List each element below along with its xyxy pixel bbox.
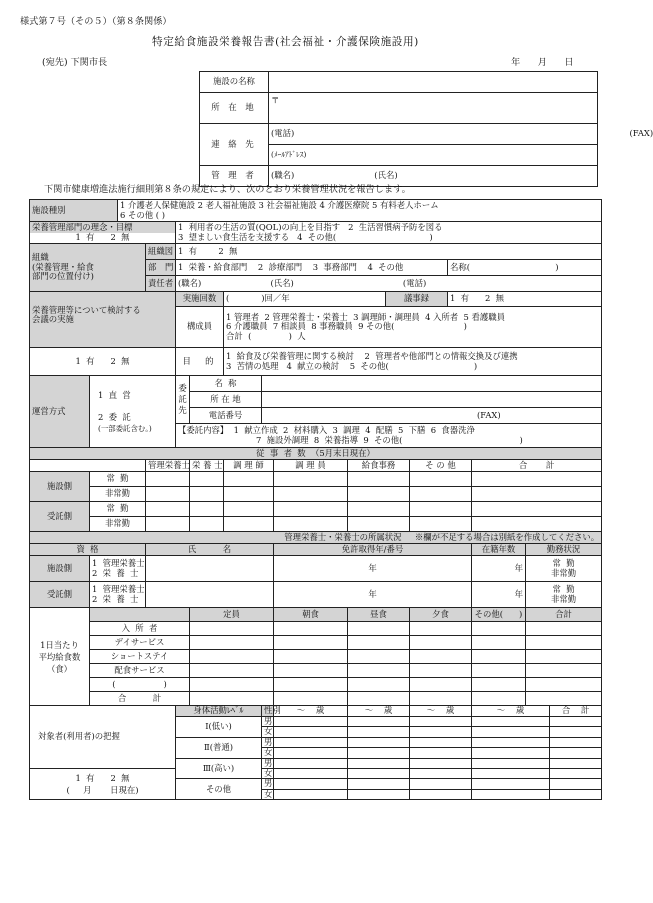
staff-kind: 非常勤 <box>90 517 146 532</box>
intro-text: 下関市健康増進法施行細則第８条の規定により、次のとおり栄養管理状況を報告します。 <box>44 184 411 195</box>
meals-label: 1日当たり 平均給食数 （食） <box>30 608 90 706</box>
organization-label: 組織 (栄養管理・給食 部門の位置付け) <box>30 244 146 292</box>
philosophy-yes-no[interactable]: 1 有 2 無 <box>30 233 176 244</box>
dietitian-qualification-options[interactable]: 1 管理栄養士 2 栄 養 士 <box>90 582 146 608</box>
meals-header-total: 合計 <box>526 608 602 622</box>
dietitian-name-field[interactable] <box>146 582 274 608</box>
meals-cell[interactable] <box>190 636 274 650</box>
subjects-header-age: ～ 歳 <box>472 706 550 717</box>
subjects-cell[interactable] <box>472 769 550 779</box>
subjects-cell[interactable] <box>550 717 602 727</box>
dietitian-years-field[interactable]: 年 <box>472 582 526 608</box>
staff-cell[interactable] <box>348 502 410 517</box>
staff-cell[interactable] <box>410 517 472 532</box>
subjects-cell[interactable] <box>274 789 348 799</box>
meals-cell[interactable] <box>410 664 472 678</box>
subjects-cell[interactable] <box>274 748 348 758</box>
level-low: Ⅰ(低い) <box>176 717 262 738</box>
subjects-cell[interactable] <box>472 779 550 789</box>
staff-header-cook: 調 理 員 <box>274 460 348 472</box>
facility-name-field[interactable] <box>269 72 598 93</box>
level-normal: Ⅱ(普通) <box>176 737 262 758</box>
responsible-field[interactable]: (職名) (氏名) (電話) <box>176 276 602 292</box>
meals-cell[interactable] <box>190 664 274 678</box>
staff-header-nutritionist: 栄 養 士 <box>190 460 224 472</box>
subjects-cell[interactable] <box>348 737 410 747</box>
responsible-label: 責任者 <box>146 276 176 292</box>
staff-cell[interactable] <box>348 487 410 502</box>
addressee: (宛先) 下関市長 <box>42 57 108 68</box>
meals-header-other: その他( ) <box>472 608 526 622</box>
philosophy-options[interactable]: 1 利用者の生活の質(QOL)の向上を目指す 2 生活習慣病予防を図る 3 望ましい食生活を支援する 4 その他( ) <box>176 222 602 244</box>
dietitian-group-contractor: 受託側 <box>30 582 90 608</box>
staff-kind: 常 勤 <box>90 502 146 517</box>
entrust-name-field[interactable] <box>262 376 602 392</box>
sex-female: 女 <box>262 748 274 758</box>
subjects-cell[interactable] <box>348 717 410 727</box>
facility-type-options[interactable]: 1 介護老人保健施設 2 老人福祉施設 3 社会福祉施設 4 介護医療院 5 有料老人ホーム 6 その他 ( ) <box>118 200 602 222</box>
meals-cell[interactable] <box>348 636 410 650</box>
subjects-cell[interactable] <box>472 748 550 758</box>
meals-header-blank <box>90 608 190 622</box>
subjects-cell[interactable] <box>550 727 602 737</box>
entrust-phone-label: 電話番号 <box>190 408 262 424</box>
subjects-cell[interactable] <box>472 737 550 747</box>
department-name-field[interactable]: 名称( ) <box>448 260 602 276</box>
meals-cell[interactable] <box>526 678 602 692</box>
form-title: 特定給食施設栄養報告書(社会福祉・介護保険施設用) <box>152 36 419 48</box>
entrust-address-field[interactable] <box>262 392 602 408</box>
meals-cell[interactable] <box>472 692 526 706</box>
meals-cell[interactable] <box>472 636 526 650</box>
meals-cell[interactable] <box>410 622 472 636</box>
subjects-cell[interactable] <box>550 789 602 799</box>
meals-row-total: 合 計 <box>90 692 190 706</box>
meals-cell[interactable] <box>190 692 274 706</box>
meals-cell[interactable] <box>348 678 410 692</box>
contact-label: 連 絡 先 <box>200 124 269 166</box>
dietitian-header-status: 勤務状況 <box>526 544 602 556</box>
meeting-count-label: 実施回数 <box>176 292 224 307</box>
dietitian-status-title: 管理栄養士・栄養士の所属状況 ※欄が不足する場合は別紙を作成してください。 <box>30 532 602 544</box>
staff-kind: 非常勤 <box>90 487 146 502</box>
meals-cell[interactable] <box>526 622 602 636</box>
meals-cell[interactable] <box>348 692 410 706</box>
subjects-cell[interactable] <box>410 727 472 737</box>
staff-cell[interactable] <box>274 472 348 487</box>
staff-cell[interactable] <box>224 487 274 502</box>
subjects-cell[interactable] <box>348 789 410 799</box>
meals-cell[interactable] <box>190 622 274 636</box>
staff-cell[interactable] <box>410 487 472 502</box>
staff-cell[interactable] <box>274 502 348 517</box>
staff-cell[interactable] <box>190 502 224 517</box>
dietitian-qualification-options[interactable]: 1 管理栄養士 2 栄 養 士 <box>90 556 146 582</box>
dietitian-group-facility: 施設側 <box>30 556 90 582</box>
subjects-cell[interactable] <box>410 789 472 799</box>
meals-cell[interactable] <box>274 650 348 664</box>
subjects-cell[interactable] <box>550 737 602 747</box>
staff-cell[interactable] <box>348 517 410 532</box>
meals-row-day-service: デイサービス <box>90 636 190 650</box>
sex-female: 女 <box>262 727 274 737</box>
subjects-cell[interactable] <box>550 758 602 768</box>
dietitian-license-field[interactable]: 年 <box>274 582 472 608</box>
staff-cell[interactable] <box>146 472 190 487</box>
subjects-cell[interactable] <box>472 789 550 799</box>
subjects-cell[interactable] <box>550 748 602 758</box>
dietitian-license-field[interactable]: 年 <box>274 556 472 582</box>
subjects-cell[interactable] <box>410 737 472 747</box>
staff-group-facility: 施設側 <box>30 472 90 502</box>
level-high: Ⅲ(高い) <box>176 758 262 779</box>
meals-cell[interactable] <box>472 678 526 692</box>
meals-cell[interactable] <box>526 692 602 706</box>
meals-row-short-stay: ショートステイ <box>90 650 190 664</box>
meals-cell[interactable] <box>472 650 526 664</box>
staff-cell[interactable] <box>224 517 274 532</box>
subjects-cell[interactable] <box>472 717 550 727</box>
department-label: 部 門 <box>146 260 176 276</box>
facility-info-table <box>199 71 653 187</box>
subjects-cell[interactable] <box>550 769 602 779</box>
meals-cell[interactable] <box>526 650 602 664</box>
dietitian-header-years: 在籍年数 <box>472 544 526 556</box>
purpose-label: 目 的 <box>176 348 224 376</box>
staff-cell[interactable] <box>472 472 602 487</box>
meals-cell[interactable] <box>410 636 472 650</box>
facility-name-label: 施設の名称 <box>200 72 269 93</box>
subjects-header-age: ～ 歳 <box>348 706 410 717</box>
sex-male: 男 <box>262 737 274 747</box>
phone-fax-field[interactable]: (電話) (FAX) <box>269 124 598 145</box>
report-date: 年 月 日 <box>511 57 574 68</box>
subjects-cell[interactable] <box>410 758 472 768</box>
staff-cell[interactable] <box>146 487 190 502</box>
meals-header-capacity: 定員 <box>190 608 274 622</box>
meals-header-breakfast: 朝食 <box>274 608 348 622</box>
staff-cell[interactable] <box>190 487 224 502</box>
dietitian-header-license: 免許取得年/番号 <box>274 544 472 556</box>
dietitian-name-field[interactable] <box>146 556 274 582</box>
manager-label: 管 理 者 <box>200 166 269 187</box>
subjects-cell[interactable] <box>410 717 472 727</box>
meeting-yes-no[interactable]: 1 有 2 無 <box>30 348 176 376</box>
sex-male: 男 <box>262 717 274 727</box>
facility-type-label: 施設種別 <box>30 200 118 222</box>
subjects-cell[interactable] <box>274 769 348 779</box>
staff-cell[interactable] <box>190 472 224 487</box>
meeting-count-field[interactable]: ( )回／年 <box>224 292 386 307</box>
meals-row-delivery: 配食サービス <box>90 664 190 678</box>
subjects-cell[interactable] <box>472 758 550 768</box>
meals-cell[interactable] <box>410 650 472 664</box>
meals-cell[interactable] <box>190 650 274 664</box>
meeting-label: 栄養管理等について検討する 会議の実施 <box>30 292 176 348</box>
staff-group-contractor: 受託側 <box>30 502 90 532</box>
staff-header-blank <box>30 460 146 472</box>
staff-cell[interactable] <box>146 502 190 517</box>
meals-row-resident: 入 所 者 <box>90 622 190 636</box>
meals-cell[interactable] <box>274 692 348 706</box>
staff-cell[interactable] <box>274 517 348 532</box>
manager-field[interactable]: (職名) (氏名) <box>269 166 598 187</box>
subjects-cell[interactable] <box>348 779 410 789</box>
email-field[interactable]: (ﾒｰﾙｱﾄﾞﾚｽ) <box>269 145 598 166</box>
minutes-options[interactable]: 1 有 2 無 <box>448 292 602 307</box>
subjects-yes-no[interactable]: 1 有 2 無 ( 月 日現在) <box>30 769 176 800</box>
meals-cell[interactable] <box>410 692 472 706</box>
subjects-cell[interactable] <box>348 748 410 758</box>
members-options[interactable]: 1 管理者 2 管理栄養士・栄養士 3 調理師・調理員 4 入所者 5 看護職員 6 介護職員 7 相談員 8 事務職員 9 その他( ) 合計 ( ) 人 <box>224 307 602 348</box>
dietitian-header-name: 氏 名 <box>146 544 274 556</box>
staff-header-dietitian: 管理栄養士 <box>146 460 190 472</box>
dietitian-status-options[interactable]: 常 勤 非常勤 <box>526 556 602 582</box>
dietitian-status-options[interactable]: 常 勤 非常勤 <box>526 582 602 608</box>
staff-cell[interactable] <box>410 502 472 517</box>
meals-cell[interactable] <box>348 650 410 664</box>
subjects-cell[interactable] <box>348 758 410 768</box>
subjects-cell[interactable] <box>274 758 348 768</box>
purpose-options[interactable]: 1 給食及び栄養管理に関する検討 2 管理者や他部門との情報交換及び連携 3 苦情の処理 4 献立の検討 5 その他( ) <box>224 348 602 376</box>
operation-options[interactable]: 1 直 営 2 委 託 (一部委託含む。) <box>90 376 176 448</box>
staff-cell[interactable] <box>348 472 410 487</box>
address-label: 所 在 地 <box>200 93 269 124</box>
sex-male: 男 <box>262 758 274 768</box>
staff-cell[interactable] <box>274 487 348 502</box>
staff-cell[interactable] <box>472 502 602 517</box>
philosophy-label: 栄養管理部門の理念・目標 <box>30 222 176 233</box>
dietitian-years-field[interactable]: 年 <box>472 556 526 582</box>
meals-header-lunch: 昼食 <box>348 608 410 622</box>
sex-female: 女 <box>262 789 274 799</box>
subjects-cell[interactable] <box>472 727 550 737</box>
form-number: 様式第７号（その５）（第８条関係） <box>20 16 172 27</box>
subjects-cell[interactable] <box>410 779 472 789</box>
meals-cell[interactable] <box>526 636 602 650</box>
subjects-cell[interactable] <box>348 727 410 737</box>
dietitian-header-qualification: 資 格 <box>30 544 146 556</box>
operation-label: 運営方式 <box>30 376 90 448</box>
subjects-cell[interactable] <box>274 779 348 789</box>
subjects-header-total: 合 計 <box>550 706 602 717</box>
subjects-header-sex: 性別 <box>262 706 274 717</box>
entrust-phone-field[interactable]: (FAX) <box>262 408 602 424</box>
meals-cell[interactable] <box>348 622 410 636</box>
subjects-cell[interactable] <box>274 717 348 727</box>
meals-cell[interactable] <box>274 664 348 678</box>
subjects-cell[interactable] <box>550 779 602 789</box>
meals-cell[interactable] <box>472 622 526 636</box>
meals-row-other[interactable]: ( ) <box>90 678 190 692</box>
meals-header-dinner: 夕食 <box>410 608 472 622</box>
org-chart-options[interactable]: 1 有 2 無 <box>176 244 602 260</box>
staff-cell[interactable] <box>146 517 190 532</box>
staff-cell[interactable] <box>410 472 472 487</box>
meals-cell[interactable] <box>472 664 526 678</box>
staff-cell[interactable] <box>190 517 224 532</box>
meals-cell[interactable] <box>274 622 348 636</box>
staff-count-title: 従 事 者 数 （5月末日現在） <box>30 448 602 460</box>
entrust-content-options[interactable]: 【委託内容】 1 献立作成 2 材料購入 3 調理 4 配膳 5 下膳 6 食器洗浄 7 施設外調理 8 栄養指導 9 その他( ) <box>176 424 602 448</box>
meals-cell[interactable] <box>190 678 274 692</box>
level-other: その他 <box>176 779 262 800</box>
minutes-label: 議事録 <box>386 292 448 307</box>
department-options[interactable]: 1 栄養・給食部門 2 診療部門 3 事務部門 4 その他 <box>176 260 448 276</box>
subjects-header-age: ～ 歳 <box>410 706 472 717</box>
meals-cell[interactable] <box>526 664 602 678</box>
staff-header-other: そ の 他 <box>410 460 472 472</box>
staff-cell[interactable] <box>472 517 602 532</box>
meals-cell[interactable] <box>274 678 348 692</box>
members-label: 構成員 <box>176 307 224 348</box>
staff-cell[interactable] <box>472 487 602 502</box>
subjects-cell[interactable] <box>348 769 410 779</box>
meals-cell[interactable] <box>410 678 472 692</box>
staff-cell[interactable] <box>224 472 274 487</box>
org-chart-label: 組織図 <box>146 244 176 260</box>
staff-kind: 常 勤 <box>90 472 146 487</box>
subjects-cell[interactable] <box>274 727 348 737</box>
staff-header-total: 合 計 <box>472 460 602 472</box>
entrust-name-label: 名 称 <box>190 376 262 392</box>
sex-female: 女 <box>262 769 274 779</box>
staff-header-cook-licensed: 調 理 師 <box>224 460 274 472</box>
subjects-label: 対象者(利用者)の把握 <box>30 706 176 769</box>
nutrition-report-table <box>29 199 602 800</box>
subjects-cell[interactable] <box>410 769 472 779</box>
subjects-header-age: ～ 歳 <box>274 706 348 717</box>
staff-cell[interactable] <box>224 502 274 517</box>
staff-header-clerk: 給食事務 <box>348 460 410 472</box>
entrust-address-label: 所 在 地 <box>190 392 262 408</box>
entrust-label: 委 託 先 <box>176 376 190 424</box>
sex-male: 男 <box>262 779 274 789</box>
meals-cell[interactable] <box>274 636 348 650</box>
subjects-header-level: 身体活動ﾚﾍﾞﾙ <box>176 706 262 717</box>
address-field[interactable]: 〒 <box>269 93 598 124</box>
subjects-cell[interactable] <box>274 737 348 747</box>
subjects-cell[interactable] <box>410 748 472 758</box>
meals-cell[interactable] <box>348 664 410 678</box>
